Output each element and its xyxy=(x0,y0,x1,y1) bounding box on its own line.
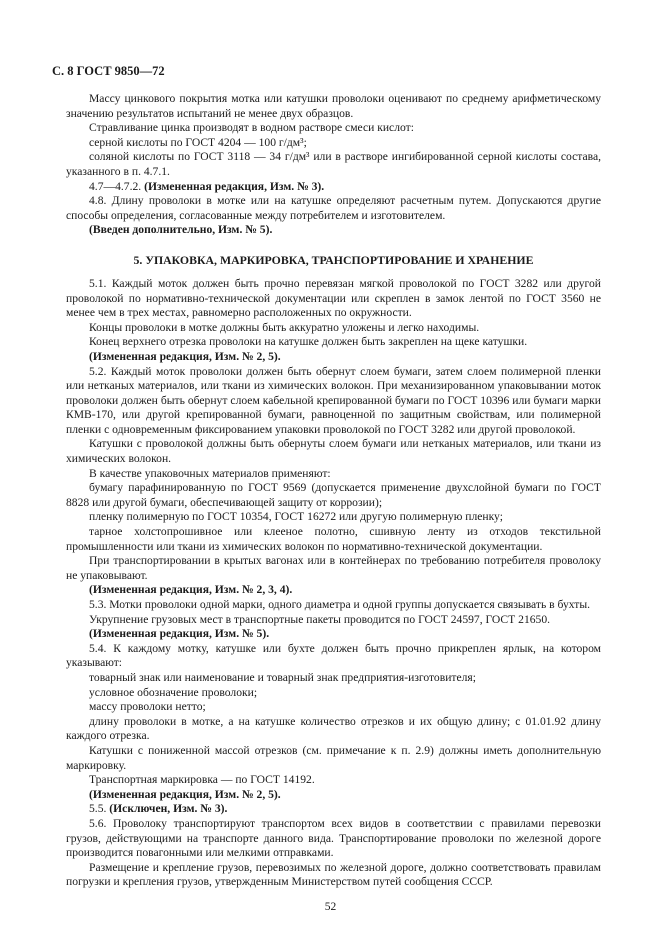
paragraph-text: В качестве упаковочных материалов применяют: xyxy=(89,466,331,480)
amendment-note: (Измененная редакция, Изм. № 5). xyxy=(89,627,270,641)
section-5-heading: 5. УПАКОВКА, МАРКИРОВКА, ТРАНСПОРТИРОВАНИЕ И ХРАНЕНИЕ xyxy=(133,252,534,267)
paragraph-text: Катушки с пониженной массой отрезков (см. примечание к п. 2.9) должны иметь дополнительную маркировку. xyxy=(66,743,601,772)
paragraph xyxy=(66,627,601,642)
paragraph-text: Укрупнение грузовых мест в транспортные пакеты проводится по ГОСТ 24597, ГОСТ 21650. xyxy=(89,612,551,626)
paragraph-text: При транспортировании в крытых вагонах или в контейнерах по требованию потребителя проволоку не упаковывают. xyxy=(66,554,601,582)
paragraph xyxy=(66,802,601,817)
paragraph xyxy=(66,671,601,686)
paragraph-text: тарное холстопрошивное или клееное полотно, сшивную ленту из отходов текстильной промышленности или ткани из химических волокон по нормативно-технической документации. xyxy=(66,525,601,553)
page-number: 52 xyxy=(324,900,337,913)
paragraph-text: 5.1. Каждый моток должен быть прочно перевязан мягкой проволокой по ГОСТ 3282 или другой проволокой по нормативно-технической документации или скреплен в замок лентой по ГОСТ 3560 не менее чем в трех местах, равномерно расположенных по окружности. xyxy=(66,276,601,320)
paragraph-text: пленку полимерную по ГОСТ 10354, ГОСТ 16272 или другую полимерную пленку; xyxy=(89,510,503,524)
paragraph-text: Концы проволоки в мотке должны быть аккуратно уложены и легко находимы. xyxy=(89,320,480,334)
amendment-note: (Введен дополнительно, Изм. № 5). xyxy=(89,223,273,237)
paragraph xyxy=(66,715,601,744)
paragraph-text: Катушки с проволокой должны быть обернуты слоем бумаги или нетканых материалов, или ткани из химических волокон. xyxy=(66,437,601,466)
paragraph-text: 5.5. xyxy=(89,802,110,816)
paragraph xyxy=(66,335,601,350)
paragraph xyxy=(66,350,601,365)
paragraph-text: длину проволоки в мотке, а на катушке количество отрезков и их общую длину; с 01.01.92 длину каждого отрезка. xyxy=(66,714,601,743)
paragraph xyxy=(66,321,601,336)
paragraph xyxy=(66,583,601,598)
paragraph xyxy=(66,121,601,136)
paragraph-text: Массу цинкового покрытия мотка или катушки проволоки оценивают по среднему арифметическому значению результатов испытаний не менее двух образцов. xyxy=(66,92,601,120)
paragraph xyxy=(66,613,601,628)
section-5-body xyxy=(66,277,601,890)
paragraph xyxy=(66,598,601,613)
paragraph xyxy=(66,150,601,179)
paragraph xyxy=(66,744,601,773)
amendment-note: (Измененная редакция, Изм. № 2, 3, 4). xyxy=(89,583,293,597)
paragraph xyxy=(66,686,601,701)
paragraph-text: массу проволоки нетто; xyxy=(89,700,206,714)
paragraph xyxy=(66,365,601,438)
amendment-note: (Измененная редакция, Изм. № 2, 5). xyxy=(89,349,281,363)
paragraph xyxy=(66,817,601,861)
paragraph xyxy=(66,510,601,525)
paragraph-text: Транспортная маркировка — по ГОСТ 14192. xyxy=(89,773,315,787)
paragraph xyxy=(66,223,601,238)
paragraph-text: 5.6. Проволоку транспортируют транспортом всех видов в соответствии с правилами перевозки грузов, действующими на транспорте данного вида. Транспортирование проволоки по железной дороге производится повагонными или мелкими отправками. xyxy=(66,816,601,860)
page-header: С. 8 ГОСТ 9850—72 xyxy=(52,64,165,78)
amendment-note: (Измененная редакция, Изм. № 2, 5). xyxy=(89,787,281,801)
paragraph-text: соляной кислоты по ГОСТ 3118 — 34 г/дм³ или в растворе ингибированной серной кислоты состава, указанного в п. 4.7.1. xyxy=(66,150,601,178)
paragraph-text: 5.2. Каждый моток проволоки должен быть обернут слоем бумаги, затем слоем полимерной пленки или нетканых материалов, или ткани из химических волокон. При механизированном упаковывании моток проволоки должен быть обернут слоем кабельной крепированной бумаги по ГОСТ 10396 или бумаги марки КМВ-170, или другой крепированной бумаги, равноценной по защитным свойствам, или полимерной пленки с одновременным фиксированием упаковки проволокой по ГОСТ 3282 или другой проволокой. xyxy=(66,364,601,436)
paragraph xyxy=(66,525,601,554)
section-4-continuation xyxy=(66,92,601,238)
paragraph xyxy=(66,861,601,890)
paragraph xyxy=(66,773,601,788)
paragraph-text: бумагу парафинированную по ГОСТ 9569 (допускается применение двухслойной бумаги по ГОСТ 8828 или другой бумаги, обеспечивающей защиту от коррозии); xyxy=(66,481,601,509)
paragraph xyxy=(66,642,601,671)
paragraph xyxy=(66,180,601,195)
paragraph xyxy=(66,277,601,321)
amendment-note: (Исключен, Изм. № 3). xyxy=(109,802,228,816)
document-body xyxy=(66,92,601,890)
paragraph xyxy=(66,700,601,715)
paragraph xyxy=(66,194,601,223)
paragraph-text: условное обозначение проволоки; xyxy=(89,685,258,699)
paragraph xyxy=(66,92,601,121)
paragraph-text: 5.4. К каждому мотку, катушке или бухте должен быть прочно прикреплен ярлык, на котором указывают: xyxy=(66,641,601,670)
paragraph-text: Размещение и крепление грузов, перевозимых по железной дороге, должно соответствовать правилам погрузки и крепления грузов, утвержденным Министерством путей сообщения СССР. xyxy=(66,860,601,889)
paragraph xyxy=(66,136,601,151)
paragraph xyxy=(66,467,601,482)
paragraph-text: 5.3. Мотки проволоки одной марки, одного диаметра и одной группы допускается связывать в бухты. xyxy=(89,598,591,611)
paragraph-text: товарный знак или наименование и товарный знак предприятия-изготовителя; xyxy=(89,670,476,684)
paragraph-text: Конец верхнего отрезка проволоки на катушке должен быть закреплен на щеке катушки. xyxy=(89,335,528,349)
paragraph xyxy=(66,437,601,466)
paragraph xyxy=(66,481,601,510)
paragraph-text: 4.8. Длину проволоки в мотке или на катушке определяют расчетным путем. Допускаются другие способы определения, согласованные между потребителем и изготовителем. xyxy=(66,194,601,222)
paragraph xyxy=(66,554,601,583)
amendment-note: (Измененная редакция, Изм. № 3). xyxy=(144,179,325,193)
paragraph-text: Стравливание цинка производят в водном растворе смеси кислот: xyxy=(89,121,414,135)
paragraph-text: серной кислоты по ГОСТ 4204 — 100 г/дм³; xyxy=(89,135,307,149)
paragraph xyxy=(66,788,601,803)
paragraph-text: 4.7—4.7.2. xyxy=(89,179,145,193)
